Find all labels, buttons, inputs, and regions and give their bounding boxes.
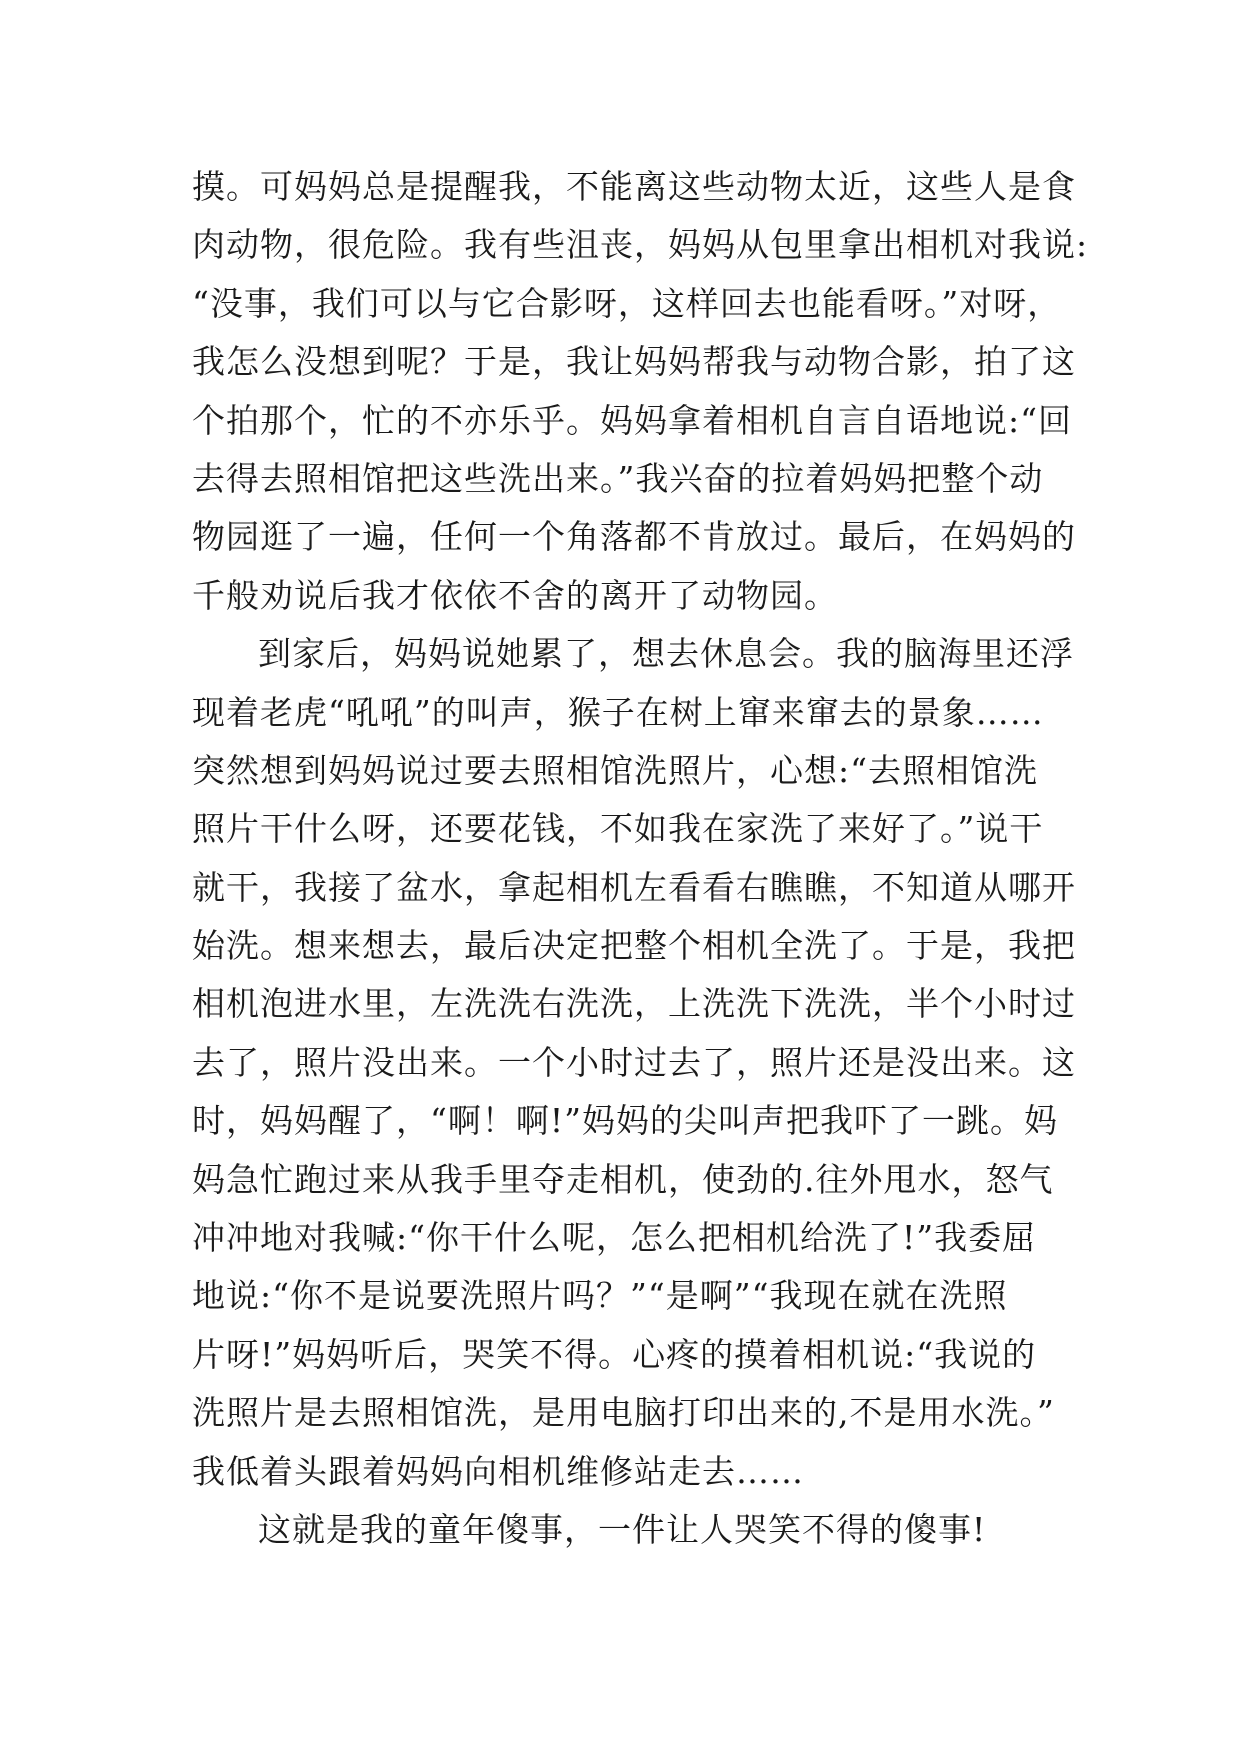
text-line: 突然想到妈妈说过要去照相馆洗照片，心想:“去照相馆洗 [192,750,1038,790]
text-line: 妈急忙跑过来从我手里夺走相机，使劲的.往外甩水，怒气 [192,1159,1054,1199]
text-line: 我低着头跟着妈妈向相机维修站走去…… [192,1451,804,1491]
text-line: 去得去照相馆把这些洗出来。”我兴奋的拉着妈妈把整个动 [192,458,1044,498]
text-line: 始洗。想来想去，最后决定把整个相机全洗了。于是，我把 [192,926,1076,966]
paragraph-start-line: 到家后，妈妈说她累了，想去休息会。我的脑海里还浮 [258,634,1074,674]
text-line: 时，妈妈醒了，“啊！啊!”妈妈的尖叫声把我吓了一跳。妈 [192,1101,1059,1141]
text-line: 个拍那个，忙的不亦乐乎。妈妈拿着相机自言自语地说:“回 [192,400,1072,440]
text-line: 片呀!”妈妈听后，哭笑不得。心疼的摸着相机说:“我说的 [192,1334,1037,1374]
text-line: “没事，我们可以与它合影呀，这样回去也能看呀。”对呀， [192,283,1062,323]
text-line: 相机泡进水里，左洗洗右洗洗，上洗洗下洗洗，半个小时过 [192,984,1076,1024]
text-line: 物园逛了一遍，任何一个角落都不肯放过。最后，在妈妈的 [192,517,1076,557]
text-line: 就干，我接了盆水，拿起相机左看看右瞧瞧，不知道从哪开 [192,867,1076,907]
text-line: 摸。可妈妈总是提醒我，不能离这些动物太近，这些人是食 [192,167,1076,206]
text-line: 去了，照片没出来。一个小时过去了，照片还是没出来。这 [192,1042,1076,1082]
text-line: 地说:“你不是说要洗照片吗？”“是啊”“我现在就在洗照 [192,1276,1008,1316]
text-line: 我怎么没想到呢？于是，我让妈妈帮我与动物合影，拍了这 [192,342,1076,382]
text-line: 照片干什么呀，还要花钱，不如我在家洗了来好了。”说干 [192,809,1044,849]
text-line: 千般劝说后我才依依不舍的离开了动物园。 [192,575,838,615]
text-line: 现着老虎“吼吼”的叫声，猴子在树上窜来窜去的景象…… [192,692,1044,732]
text-line: 肉动物，很危险。我有些沮丧，妈妈从包里拿出相机对我说: [192,225,1089,265]
body-text [192,158,1089,1559]
text-line: 冲冲地对我喊:“你干什么呢，怎么把相机给洗了!”我委屈 [192,1218,1037,1258]
paragraph-start-line: 这就是我的童年傻事，一件让人哭笑不得的傻事! [258,1509,987,1549]
text-line: 洗照片是去照相馆洗，是用电脑打印出来的,不是用水洗。” [192,1393,1055,1433]
